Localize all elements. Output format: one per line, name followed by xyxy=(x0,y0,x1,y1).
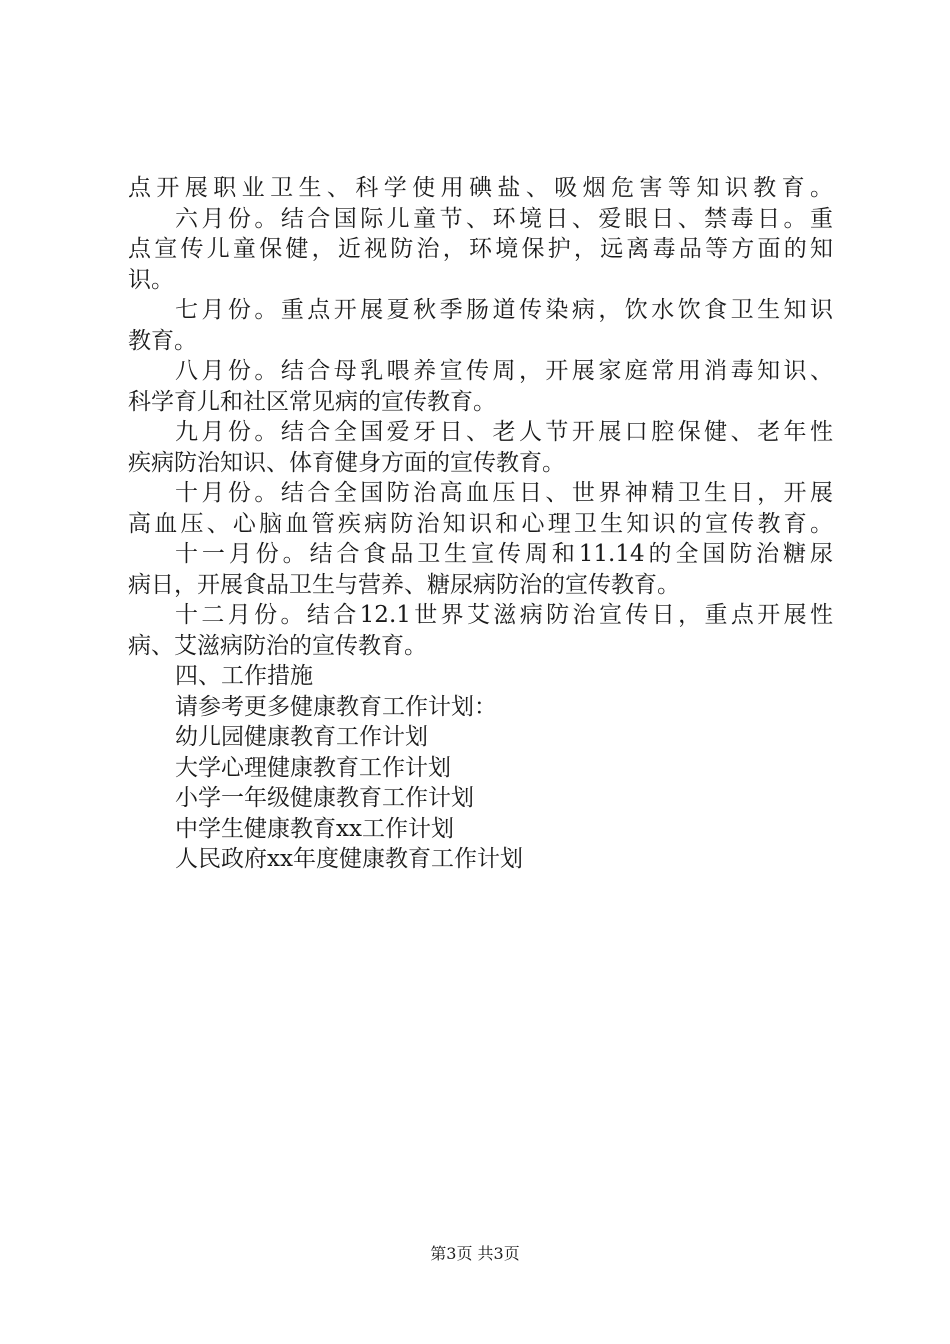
text-line: 科学育儿和社区常见病的宣传教育。 xyxy=(128,388,496,415)
paragraph-august: 八月份。结合母乳喂养宣传周，开展家庭常用消毒知识、 xyxy=(175,358,833,384)
paragraph-december: 十二月份。结合12.1世界艾滋病防治宣传日，重点开展性 xyxy=(175,602,833,628)
page-number: 第3页 共3页 xyxy=(430,1244,520,1263)
paragraph-september: 九月份。结合全国爱牙日、老人节开展口腔保健、老年性 xyxy=(175,419,833,445)
paragraph-july: 七月份。重点开展夏秋季肠道传染病，饮水饮食卫生知识 xyxy=(175,297,833,323)
reference-link[interactable]: 人民政府xx年度健康教育工作计划 xyxy=(175,846,523,872)
section-heading: 四、工作措施 xyxy=(175,663,313,689)
document-body xyxy=(128,173,833,875)
text-line: 点开展职业卫生、科学使用碘盐、吸烟危害等知识教育。 xyxy=(128,175,833,201)
text-line: 点宣传儿童保健，近视防治，环境保护，远离毒品等方面的知 xyxy=(128,236,833,262)
text-line: 教育。 xyxy=(128,327,197,354)
text-line: 识。 xyxy=(128,266,174,293)
text-line: 疾病防治知识、体育健身方面的宣传教育。 xyxy=(128,449,565,476)
reference-link[interactable]: 中学生健康教育xx工作计划 xyxy=(175,815,454,842)
reference-intro: 请参考更多健康教育工作计划： xyxy=(175,693,497,720)
reference-link[interactable]: 小学一年级健康教育工作计划 xyxy=(175,785,474,811)
text-line: 病日，开展食品卫生与营养、糖尿病防治的宣传教育。 xyxy=(128,571,680,598)
reference-link[interactable]: 幼儿园健康教育工作计划 xyxy=(175,724,428,750)
paragraph-october: 十月份。结合全国防治高血压日、世界神精卫生日，开展 xyxy=(175,480,833,506)
reference-link[interactable]: 大学心理健康教育工作计划 xyxy=(175,754,451,781)
text-line: 病、艾滋病防治的宣传教育。 xyxy=(128,632,427,659)
paragraph-november: 十一月份。结合食品卫生宣传周和11.14的全国防治糖尿 xyxy=(175,541,833,567)
text-line: 高血压、心脑血管疾病防治知识和心理卫生知识的宣传教育。 xyxy=(128,510,833,537)
paragraph-june: 六月份。结合国际儿童节、环境日、爱眼日、禁毒日。重 xyxy=(175,205,833,232)
